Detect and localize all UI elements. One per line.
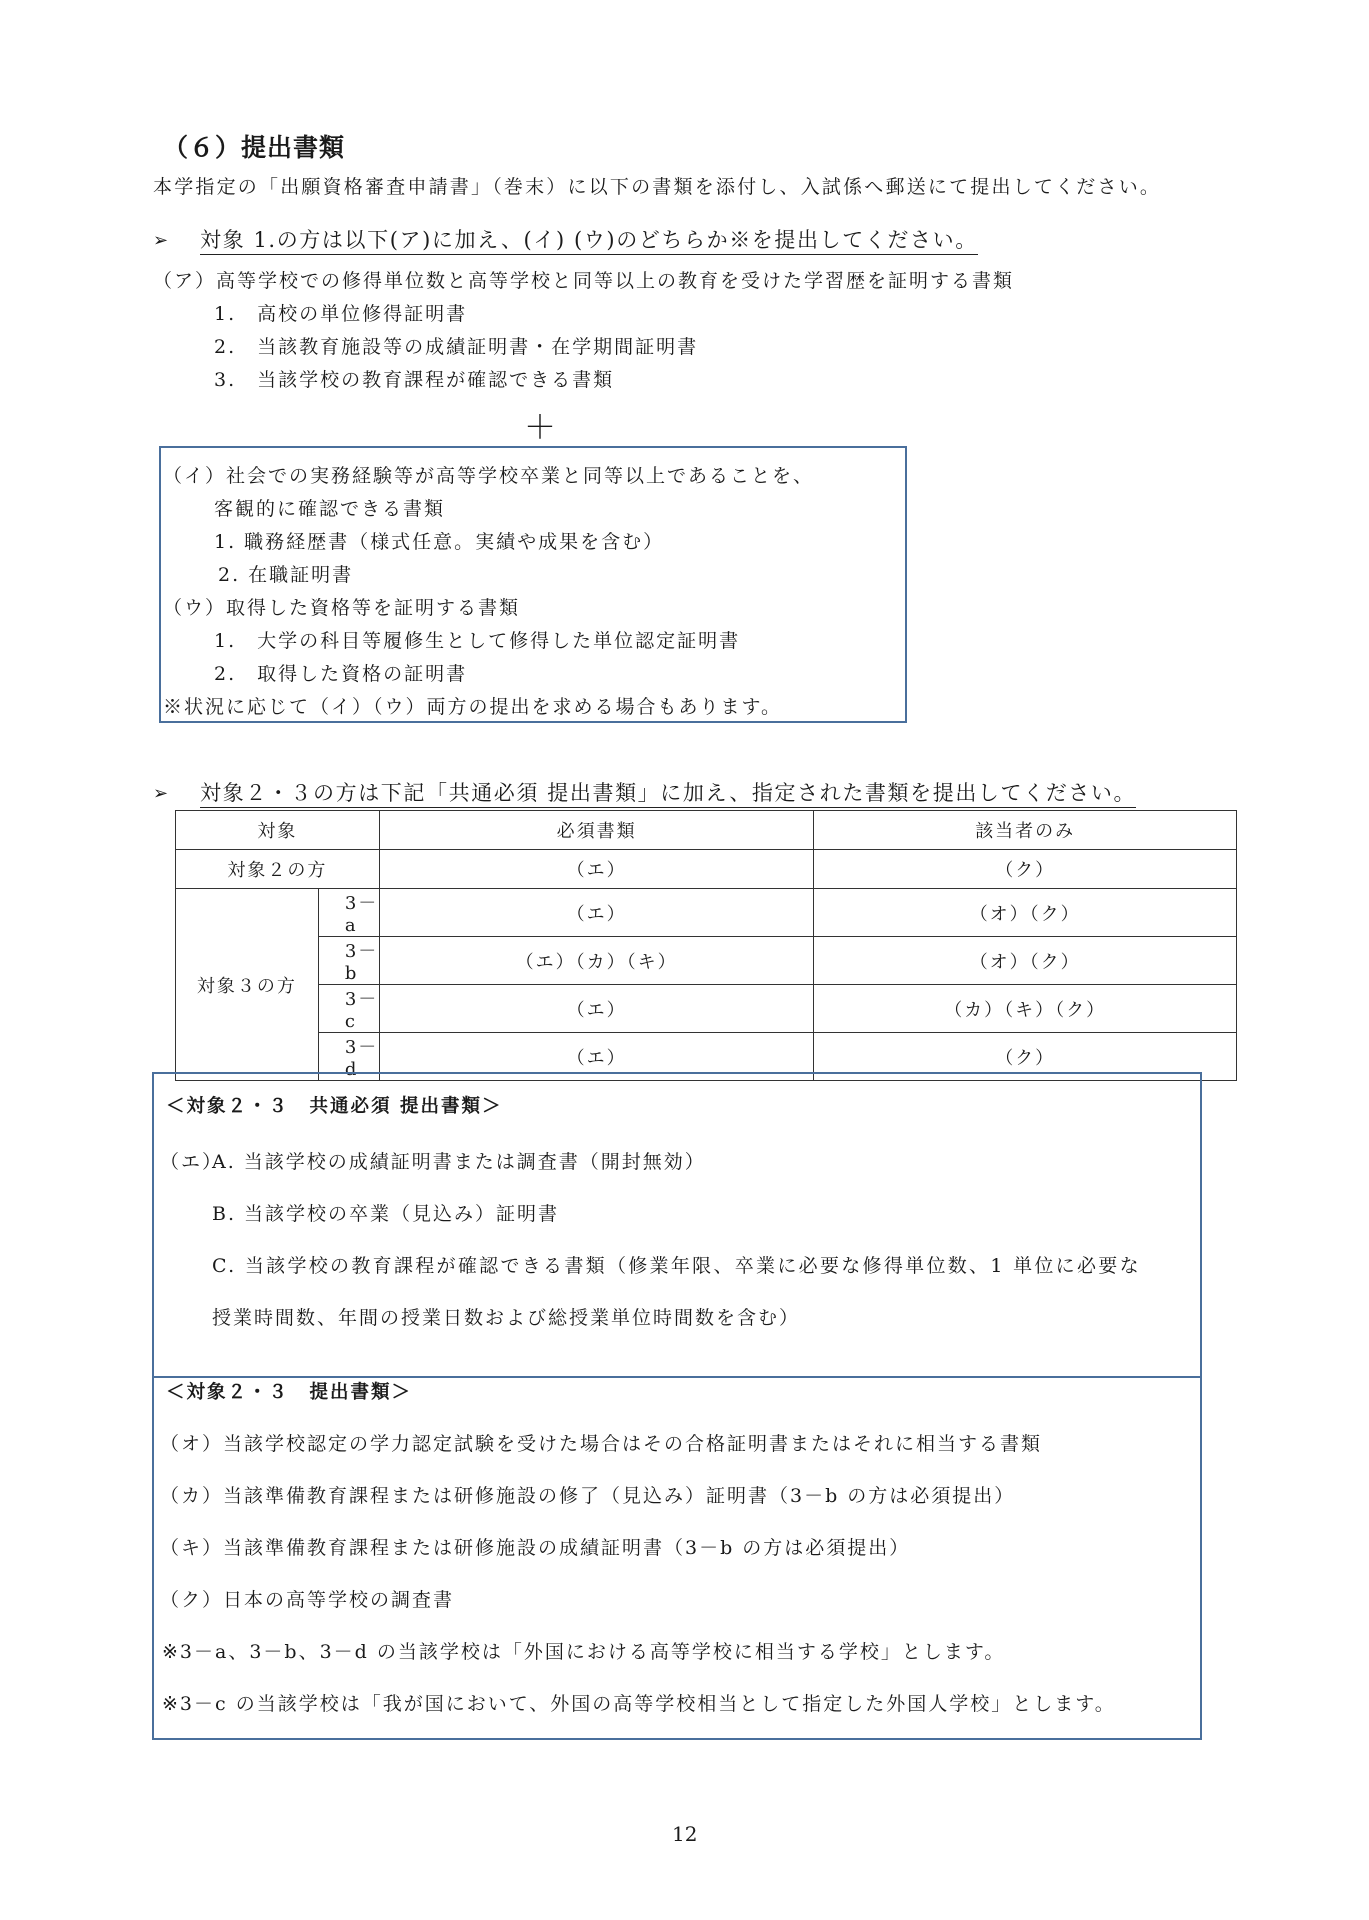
item-e-label: （エ） [160,1151,224,1173]
item-ku: （ク）日本の高等学校の調査書 [160,1589,455,1611]
target23-title-text: 対象２・３の方は下記「共通必須 提出書類」に加え、指定された書類を提出してください。 [200,781,1136,808]
table-cell-required: （エ） [379,889,814,937]
table-cell-sub: 3－c [318,985,379,1033]
options-note: ※状況に応じて（イ）（ウ）両方の提出を求める場合もあります。 [163,696,782,718]
table-cell-required: （エ） [379,1033,814,1081]
table-cell-sub: 3－d [318,1033,379,1081]
table-row [176,985,1237,1033]
page-number: 12 [672,1822,698,1846]
submission-docs-heading: ＜対象２・３ 提出書類＞ [166,1382,413,1403]
section-intro: 本学指定の「出願資格審査申請書」（巻末）に以下の書類を添付し、入試係へ郵送にて提出してください。 [153,176,1162,198]
table-cell-required: （エ） [379,985,814,1033]
item-i-label-2: 客観的に確認できる書類 [214,498,446,520]
table-header: 対象 [176,811,380,850]
item-a-2: 2. 当該教育施設等の成績証明書・在学期間証明書 [214,336,699,358]
docs-note-2: ※3－c の当該学校は「我が国において、外国の高等学校相当として指定した外国人学校」とします。 [162,1693,1116,1715]
docs-note-1: ※3－a、3－b、3－d の当該学校は「外国における高等学校に相当する学校」とします。 [162,1641,1006,1663]
item-o: （オ）当該学校認定の学力認定試験を受けた場合はその合格証明書またはそれに相当する書類 [160,1433,1043,1455]
requirements-table [175,810,1237,1081]
table-row [176,889,1237,937]
target23-title [200,777,1136,807]
table-row [176,937,1237,985]
table-cell-only: （オ）（ク） [814,937,1237,985]
item-ki: （キ）当該準備教育課程または研修施設の成績証明書（3－b の方は必須提出） [160,1537,911,1559]
item-a-3: 3. 当該学校の教育課程が確認できる書類 [214,369,615,391]
item-e-c-line2: 授業時間数、年間の授業日数および総授業単位時間数を含む） [212,1307,801,1329]
item-i-label-1: （イ）社会での実務経験等が高等学校卒業と同等以上であることを、 [163,465,815,487]
table-header-row [176,811,1237,850]
table-header: 該当者のみ [814,811,1237,850]
bullet-arrow-icon: ➢ [153,230,169,251]
table-cell-only: （カ）（キ）（ク） [814,985,1237,1033]
target1-title [200,224,978,254]
table-header: 必須書類 [379,811,814,850]
bullet-arrow-icon: ➢ [153,783,169,804]
item-i-1: 1. 職務経歴書（様式任意。実績や成果を含む） [214,531,665,553]
table-cell-target: 対象２の方 [176,850,380,889]
plus-icon: ＋ [524,408,557,446]
item-e-c-line1: C. 当該学校の教育課程が確認できる書類（修業年限、卒業に必要な修得単位数、1 単位に必要な [212,1255,1141,1277]
item-e-b: B. 当該学校の卒業（見込み）証明書 [212,1203,560,1225]
item-ka: （カ）当該準備教育課程または研修施設の修了（見込み）証明書（3－b の方は必須提出） [160,1485,1016,1507]
table-cell-sub: 3－a [318,889,379,937]
item-a-label: （ア）高等学校での修得単位数と高等学校と同等以上の教育を受けた学習歴を証明する書類 [153,270,1015,292]
table-cell-only: （ク） [814,850,1237,889]
item-u-2: 2. 取得した資格の証明書 [214,663,468,685]
item-a-1: 1. 高校の単位修得証明書 [214,303,468,325]
section-heading: （６）提出書類 [163,133,346,162]
item-u-label: （ウ）取得した資格等を証明する書類 [163,597,521,619]
table-cell-target: 対象３の方 [176,889,319,1081]
item-e-a: A. 当該学校の成績証明書または調査書（開封無効） [212,1151,706,1173]
table-cell-required: （エ）（カ）（キ） [379,937,814,985]
target1-title-text: 対象 1.の方は以下(ア)に加え、(イ) (ウ)のどちらか※を提出してください。 [200,228,978,255]
common-docs-heading: ＜対象２・３ 共通必須 提出書類＞ [166,1096,503,1117]
table-cell-only: （ク） [814,1033,1237,1081]
table-cell-only: （オ）（ク） [814,889,1237,937]
table-cell-sub: 3－b [318,937,379,985]
item-u-1: 1. 大学の科目等履修生として修得した単位認定証明書 [214,630,741,652]
item-i-2: 2. 在職証明書 [218,564,354,586]
table-cell-required: （エ） [379,850,814,889]
table-row [176,850,1237,889]
